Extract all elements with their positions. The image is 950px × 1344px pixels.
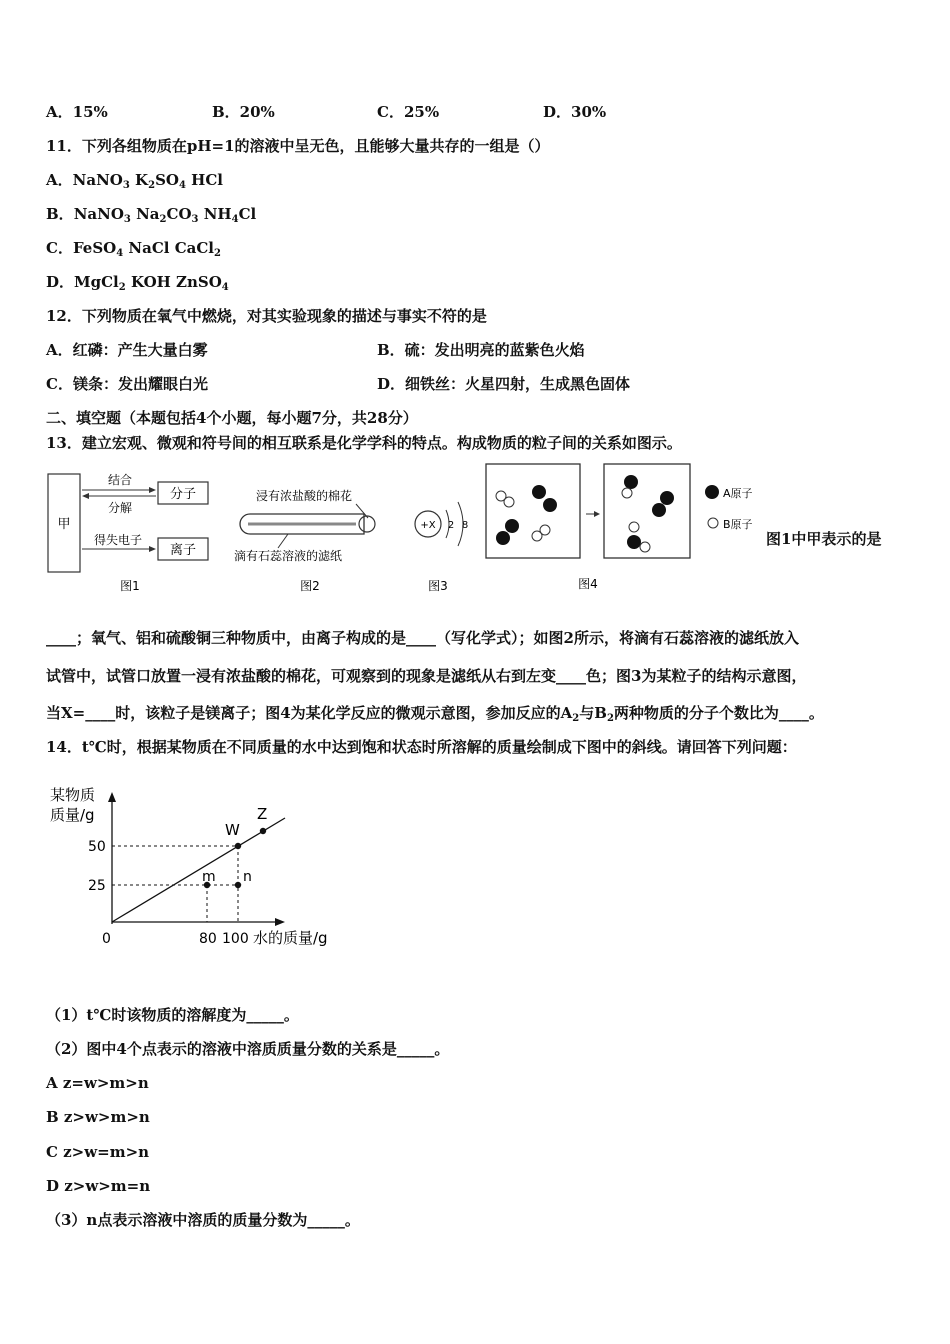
electron-label: 得失电子 <box>93 533 143 547</box>
b-atom <box>622 488 632 498</box>
q13-line-2: ____；氧气、铝和硫酸铜三种物质中，由离子构成的是____（写化学式）；如图2所示，将滴有石蕊溶液的滤纸放入 <box>46 629 799 647</box>
decompose-label: 分解 <box>107 501 133 515</box>
q14-part-2: （2）图中4个点表示的溶液中溶质质量分数的关系是_____。 <box>46 1040 450 1058</box>
y-axis-label-2: 质量/g <box>50 806 95 824</box>
figure-3 <box>410 478 476 596</box>
label-m: m <box>202 869 216 885</box>
point-w <box>235 843 241 849</box>
figure-2 <box>228 478 404 596</box>
q12-option-b: B．硫：发出明亮的蓝紫色火焰 <box>377 341 585 359</box>
nucleus-label: +X <box>420 520 436 531</box>
label-w: W <box>225 821 240 839</box>
q14-stem: 14．t℃时，根据某物质在不同质量的水中达到饱和状态时所溶解的质量绘制成下图中的斜线。请回答下列问题： <box>46 738 797 756</box>
a-atom <box>652 503 666 517</box>
a-atom <box>660 491 674 505</box>
a-atom <box>543 498 557 512</box>
b-atom <box>504 497 514 507</box>
q14-option-a: A z=w>m>n <box>46 1074 149 1092</box>
molecule-label: 分子 <box>169 487 197 502</box>
q14-part-3: （3）n点表示溶液中溶质的质量分数为_____。 <box>46 1211 360 1229</box>
a-atom <box>532 485 546 499</box>
q14-graph <box>44 778 354 956</box>
figure-1 <box>44 466 216 596</box>
a-atom <box>624 475 638 489</box>
q11-option-a: A．NaNO$_3$ $K_2SO_4$ HCl <box>46 171 223 191</box>
x-tick-100: 100 <box>222 931 249 947</box>
cotton-ball <box>359 516 375 532</box>
figure-4-caption: 图4 <box>578 577 598 591</box>
y-axis-label-1: 某物质 <box>50 786 96 804</box>
q13-line-3: 试管中，试管口放置一浸有浓盐酸的棉花，可观察到的现象是滤纸从右到左变____色；图3为某粒子的结构示意图， <box>46 667 807 685</box>
q14-option-c: C z>w=m>n <box>46 1143 150 1161</box>
legend-a-marker <box>705 485 719 499</box>
arrowhead <box>82 493 89 499</box>
legend-b-marker <box>708 518 718 528</box>
y-arrowhead <box>108 792 116 802</box>
figure-1-caption: 图1 <box>120 579 140 593</box>
legend-b-label: B原子 <box>723 518 753 531</box>
solubility-line <box>112 818 285 922</box>
q11-option-d: D．MgCl$_2$ KOH ZnSO$_4$ <box>46 273 229 293</box>
q14-option-d: D z>w>m=n <box>46 1177 151 1195</box>
q10-option-c: C．25% <box>377 103 440 121</box>
arrowhead <box>149 546 156 552</box>
q12-option-a: A．红磷：产生大量白雾 <box>46 341 208 359</box>
point-n <box>235 882 241 888</box>
q11-option-c: C．FeSO$_4$ NaCl CaCl$_2$ <box>46 239 221 259</box>
ion-label: 离子 <box>169 543 197 558</box>
x-axis-label: 水的质量/g <box>253 929 328 947</box>
x-tick-80: 80 <box>199 931 217 947</box>
q13-side-text: 图1中甲表示的是 <box>766 530 882 548</box>
b-atom <box>640 542 650 552</box>
label-z: Z <box>257 805 268 823</box>
paper-label: 滴有石蕊溶液的滤纸 <box>234 549 343 563</box>
label-n: n <box>243 869 252 885</box>
figure-4 <box>484 462 766 596</box>
box-jia-label: 甲 <box>57 517 71 532</box>
cotton-label: 浸有浓盐酸的棉花 <box>256 489 353 503</box>
a-atom <box>505 519 519 533</box>
origin-label: 0 <box>102 931 111 947</box>
q13-line-4: 当X=____时，该粒子是镁离子；图4为某化学反应的微观示意图，参加反应的$A_2$与$B_2$两种物质的分子个数比为____。 <box>46 704 824 724</box>
point-z <box>260 828 266 834</box>
q12-option-c: C．镁条：发出耀眼白光 <box>46 375 208 393</box>
pointer-line <box>278 534 288 548</box>
b-atom <box>629 522 639 532</box>
combine-label: 结合 <box>107 473 133 487</box>
a-atom <box>627 535 641 549</box>
arrowhead <box>594 511 600 517</box>
section-heading: 二、填空题（本题包括4个小题，每小题7分，共28分） <box>46 409 418 427</box>
b-atom <box>540 525 550 535</box>
q10-option-a: A．15% <box>46 103 108 121</box>
q10-option-b: B．20% <box>212 103 275 121</box>
x-arrowhead <box>275 918 285 926</box>
figure-3-caption: 图3 <box>428 579 448 593</box>
a-atom <box>496 531 510 545</box>
q12-option-d: D．细铁丝：火星四射，生成黑色固体 <box>377 375 631 393</box>
q14-option-b: B z>w>m>n <box>46 1108 150 1126</box>
y-tick-25: 25 <box>88 878 106 894</box>
y-tick-50: 50 <box>88 839 106 855</box>
q11-option-b: B．NaNO$_3$ $Na_2CO_3$ $NH_4Cl$ <box>46 205 257 225</box>
q13-stem: 13．建立宏观、微观和符号间的相互联系是化学学科的特点。构成物质的粒子间的关系如图示。 <box>46 434 682 452</box>
figure-2-caption: 图2 <box>300 579 320 593</box>
q10-option-d: D．30% <box>543 103 607 121</box>
arrowhead <box>149 487 156 493</box>
q12-stem: 12．下列物质在氧气中燃烧，对其实验现象的描述与事实不符的是 <box>46 307 487 325</box>
shell-1-count: 2 <box>447 520 455 531</box>
shell-2-count: 8 <box>461 520 469 531</box>
q11-stem: 11．下列各组物质在pH=1的溶液中呈无色，且能够大量共存的一组是（） <box>46 137 550 155</box>
legend-a-label: A原子 <box>723 487 753 500</box>
q14-part-1: （1）t℃时该物质的溶解度为_____。 <box>46 1006 299 1024</box>
